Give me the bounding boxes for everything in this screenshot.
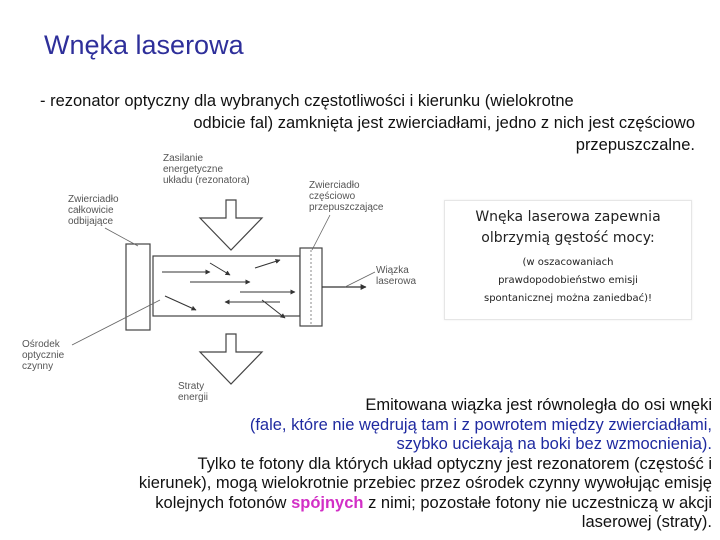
p1-line-2: (fale, które nie wędrują tam i z powrotem między zwierciadłami, — [249, 415, 712, 434]
intro-line-3: przepuszczalne. — [575, 136, 695, 154]
p2-line-2: kierunek), mogą wielokrotnie przebiec przez ośrodek czynny wywołując emisję — [138, 474, 712, 492]
callout-note-line-1: (w oszacowaniach — [522, 257, 614, 268]
p1-line-3: szybko uciekają na boki bez wzmocnienia). — [396, 435, 712, 453]
label-full-mirror: Zwierciadło całkowicie odbijające — [68, 194, 119, 227]
callout-main-line-2: olbrzymią gęstość mocy: — [481, 230, 655, 246]
coherent-word: spójnych — [291, 493, 364, 512]
label-partial-mirror: Zwierciadło częściowo przepuszczające — [309, 180, 384, 213]
full-mirror — [126, 244, 150, 330]
callout-note — [445, 254, 691, 308]
p2-line-1: Tylko te fotony dla których układ optyczny jest rezonatorem (częstość i — [197, 454, 712, 473]
callout-main — [445, 207, 691, 249]
p2-line-3 — [14, 494, 712, 514]
label-pumping: Zasilanie energetyczne układu (rezonatora) — [163, 153, 250, 186]
callout-note-line-2: prawdopodobieństwo emisji — [498, 275, 638, 286]
p2-line-3b: z nimi; pozostałe fotony nie uczestniczą w akcji — [368, 493, 712, 512]
intro-line-1: - rezonator optyczny dla wybranych częstotliwości i kierunku (wielokrotne — [40, 92, 574, 110]
label-active-medium: Ośrodek optycznie czynny — [22, 339, 65, 372]
label-energy-losses: Straty energii — [178, 381, 209, 403]
bottom-text — [14, 396, 712, 533]
label-laser-beam: Wiązka laserowa — [376, 265, 417, 287]
pumping-arrow — [200, 200, 262, 250]
losses-arrow — [200, 334, 262, 384]
callout-main-line-1: Wnęka laserowa zapewnia — [475, 209, 661, 225]
slide-title: Wnęka laserowa — [44, 30, 244, 60]
callout-note-line-3: spontanicznej można zaniedbać)! — [483, 293, 652, 304]
p1-line-1: Emitowana wiązka jest równoległa do osi wnęki — [365, 396, 712, 414]
p2-line-3a: kolejnych fotonów — [155, 493, 287, 512]
intro-line-2: odbicie fal) zamknięta jest zwierciadłami, jedno z nich jest częściowo — [193, 114, 695, 132]
p2-line-4: laserowej (straty). — [581, 513, 712, 531]
active-medium — [153, 256, 300, 316]
callout-box — [444, 200, 692, 320]
